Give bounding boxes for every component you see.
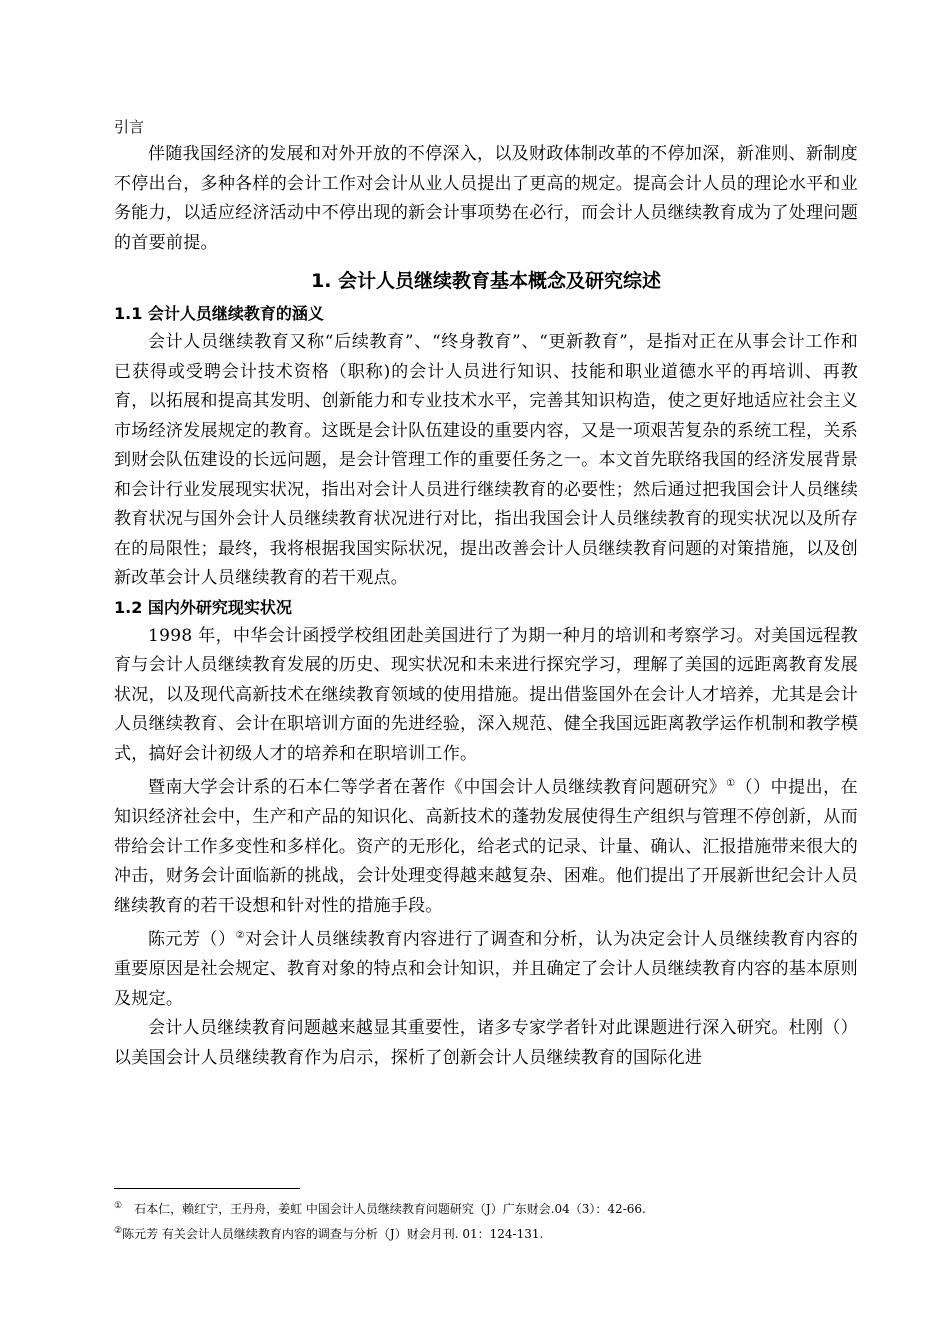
chapter-title: 1. 会计人员继续教育基本概念及研究综述	[310, 270, 662, 292]
section-1-2-paragraph-1: 1998 年，中华会计函授学校组团赴美国进行了为期一种月的培训和考察学习。对美国远程教育与会计人员继续教育发展的历史、现实状况和未来进行探究学习，理解了美国的远距离教育发展状况，以及现代高新技术在继续教育领域的使用措施。提出借鉴国外在会计人才培养，尤其是会计人员继续教育、会计在职培训方面的先进经验，深入规范、健全我国远距离教学运作机制和教学模式，搞好会计初级人才的培养和在职培训工作。	[114, 625, 858, 764]
para2-text-a: 暨南大学会计系的石本仁等学者在著作《中国会计人员继续教育问题研究》	[148, 777, 727, 798]
section-1-2-heading: 1.2 国内外研究现实状况	[114, 597, 292, 617]
section-1-1-heading: 1.1 会计人员继续教育的涵义	[114, 304, 324, 323]
section-1-1-paragraph: 会计人员继续教育又称“后续教育”、“终身教育”、“更新教育”，是指对正在从事会计工作和已获得或受聘会计技术资格（职称)的会计人员进行知识、技能和职业道德水平的再培训、再教育，以拓展和提高其发明、创新能力和专业技术水平，完善其知识构造，使之更好地适应社会主义市场经济发展规定的教育。这既是会计队伍建设的重要内容，又是一项艰苦复杂的系统工程，关系到财会队伍建设的长远问题，是会计管理工作的重要任务之一。本文首先联络我国的经济发展背景和会计行业发展现实状况，指出对会计人员进行继续教育的必要性；然后通过把我国会计人员继续教育状况与国外会计人员继续教育状况进行对比，指出我国会计人员继续教育的现实状况以及所存在的局限性；最终，我将根据我国实际状况，提出改善会计人员继续教育问题的对策措施，以及创新改革会计人员继续教育的若干观点。	[114, 332, 858, 588]
intro-label: 引言	[114, 118, 145, 136]
para2-text-b: （）中提出，在知识经济社会中，生产和产品的知识化、高新技术的蓬勃发展使得生产组织与管理不停创新，从而带给会计工作多变性和多样化。资产的无形化，给老式的记录、计量、确认、汇报措施带来很大的冲击，财务会计面临新的挑战，会计处理变得越来越复杂、困难。他们提出了开展新世纪会计人员继续教育的若干设想和针对性的措施手段。	[114, 777, 858, 916]
footnote-1-mark: ①	[114, 1201, 123, 1211]
footnote-rule	[114, 1188, 300, 1189]
footnote-ref-2[interactable]: ②	[235, 930, 246, 942]
footnote-1-text: 石本仁，赖红宁，王丹舟，姜虹 中国会计人员继续教育问题研究（J）广东财会.04（3）：42-66.	[122, 1202, 646, 1216]
footnote-ref-1[interactable]: ①	[726, 778, 736, 789]
intro-paragraph: 伴随我国经济的发展和对外开放的不停深入，以及财政体制改革的不停加深，新准则、新制度不停出台，多种各样的会计工作对会计从业人员提出了更高的规定。提高会计人员的理论水平和业务能力，以适应经济活动中不停出现的新会计事项势在必行，而会计人员继续教育成为了处理问题的首要前提。	[114, 144, 858, 253]
footnote-2-text: 陈元芳 有关会计人员继续教育内容的调查与分析（J）财会月刊. 01：124-131.	[122, 1227, 544, 1241]
para3-text-b: 对会计人员继续教育内容进行了调查和分析，认为决定会计人员继续教育内容的重要原因是社会规定、教育对象的特点和会计知识，并且确定了会计人员继续教育内容的基本原则及规定。	[114, 929, 859, 1009]
section-1-2-paragraph-3	[114, 921, 858, 1014]
section-1-2-paragraph-4: 会计人员继续教育问题越来越显其重要性，诸多专家学者针对此课题进行深入研究。杜刚（）以美国会计人员继续教育作为启示，探析了创新会计人员继续教育的国际化进	[114, 1018, 858, 1068]
section-1-2-paragraph-2	[114, 769, 858, 921]
footnote-1	[114, 1195, 858, 1220]
page-body	[114, 114, 858, 1073]
footnote-2-mark: ②	[114, 1226, 123, 1236]
footnotes	[114, 1188, 858, 1245]
para3-text-a: 陈元芳（）	[148, 929, 236, 950]
footnote-2	[114, 1220, 858, 1245]
